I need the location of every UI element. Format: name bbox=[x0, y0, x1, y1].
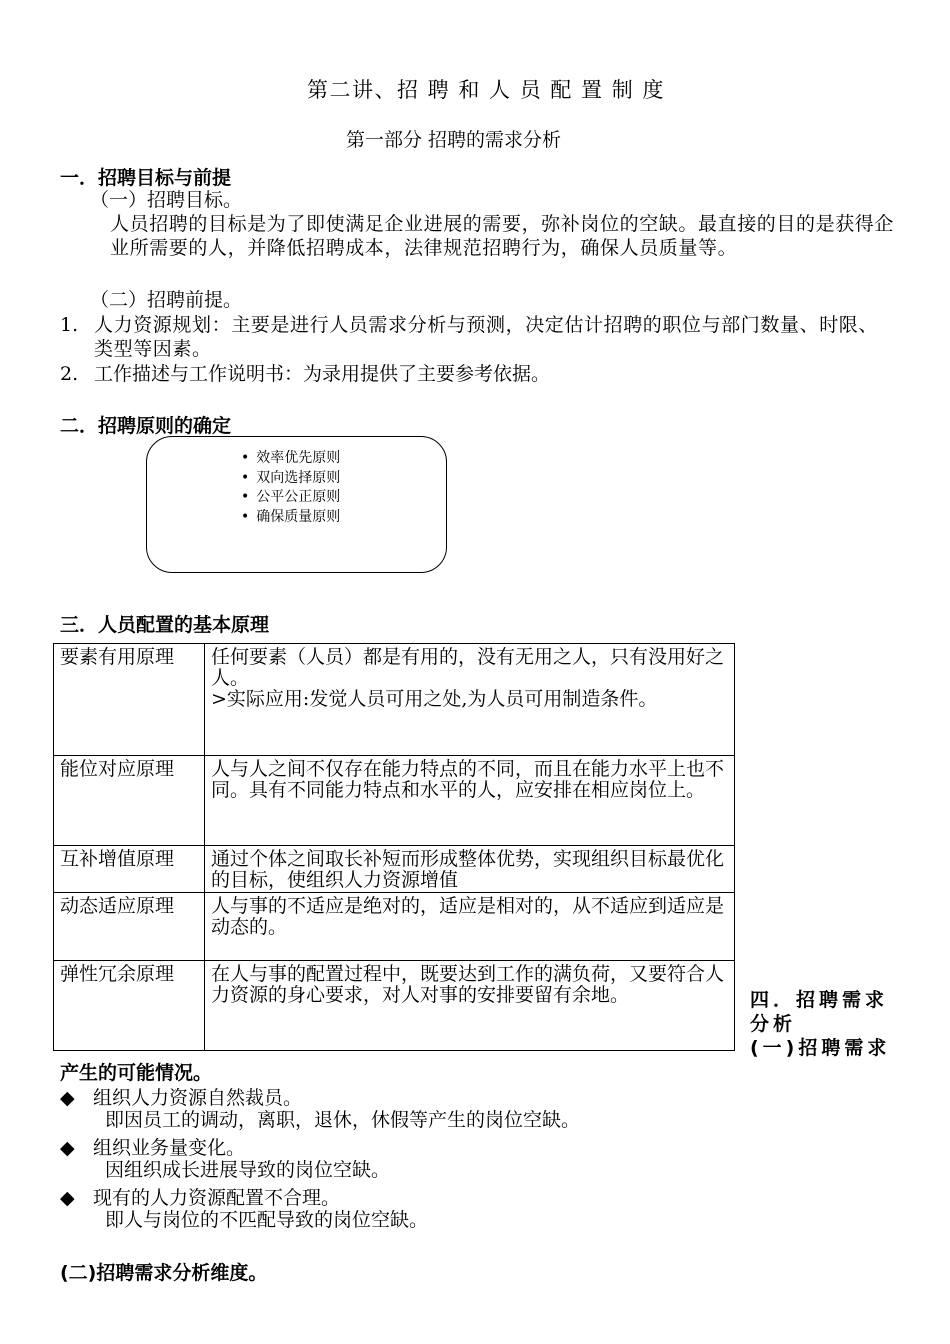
section1-sub2: （二）招聘前提。 bbox=[90, 289, 243, 311]
bullet-text: 组织业务量变化。 bbox=[93, 1137, 246, 1159]
bullet-detail: 即人与岗位的不匹配导致的岗位空缺。 bbox=[105, 1209, 429, 1231]
principle-item: • 双向选择原则 bbox=[241, 469, 340, 489]
section4-sub2: (二)招聘需求分析维度。 bbox=[60, 1262, 268, 1284]
principle-desc: 人与人之间不仅存在能力特点的不同，而且在能力水平上也不同。具有不同能力特点和水平的人，应安排在相应岗位上。 bbox=[205, 756, 735, 846]
bullet-detail: 即因员工的调动，离职，退休，休假等产生的岗位空缺。 bbox=[105, 1109, 581, 1131]
principles-box bbox=[146, 436, 447, 573]
principles-table bbox=[53, 643, 735, 1051]
section4-heading-line2: 分析 bbox=[750, 1013, 797, 1035]
bullet-item bbox=[60, 1183, 340, 1210]
bullet-detail: 因组织成长进展导致的岗位空缺。 bbox=[105, 1159, 391, 1181]
principle-name: 要素有用原理 bbox=[54, 644, 205, 756]
principle-name: 能位对应原理 bbox=[54, 756, 205, 846]
principle-name: 动态适应原理 bbox=[54, 893, 205, 961]
table-row bbox=[54, 756, 735, 846]
principle-name: 弹性冗余原理 bbox=[54, 961, 205, 1051]
section1-sub1: （一）招聘目标。 bbox=[90, 189, 243, 211]
section4-heading-line1: 四．招聘需求 bbox=[750, 989, 889, 1011]
principle-application-text: >实际应用:发觉人员可用之处,为人员可用制造条件。 bbox=[211, 688, 658, 710]
list-item-number: 1. bbox=[60, 314, 79, 336]
principle-name: 互补增值原理 bbox=[54, 846, 205, 893]
table-row bbox=[54, 893, 735, 961]
principle-desc: 在人与事的配置过程中，既要达到工作的满负荷，又要符合人力资源的身心要求，对人对事的安排要留有余地。 bbox=[205, 961, 735, 1051]
bullet-text: 现有的人力资源配置不合理。 bbox=[93, 1187, 341, 1209]
section2-heading: 二．招聘原则的确定 bbox=[60, 415, 232, 437]
principle-desc-text: 任何要素（人员）都是有用的，没有无用之人，只有没用好之人。 bbox=[211, 646, 725, 689]
principle-item: • 效率优先原则 bbox=[241, 449, 340, 469]
list-item-number: 2. bbox=[60, 363, 79, 385]
principle-desc bbox=[205, 644, 735, 756]
section4-sub1-line1: (一)招聘需求 bbox=[750, 1037, 891, 1059]
list-item-text: 工作描述与工作说明书：为录用提供了主要参考依据。 bbox=[94, 363, 551, 385]
diamond-bullet-icon: ◆ bbox=[60, 1187, 75, 1209]
section3-heading: 三．人员配置的基本原理 bbox=[60, 614, 270, 636]
section4-sub1-line2: 产生的可能情况。 bbox=[60, 1062, 213, 1084]
bullet-item bbox=[60, 1083, 302, 1110]
principle-desc: 通过个体之间取长补短而形成整体优势，实现组织目标最优化的目标，使组织人力资源增值 bbox=[205, 846, 735, 893]
bullet-text: 组织人力资源自然裁员。 bbox=[93, 1087, 303, 1109]
diamond-bullet-icon: ◆ bbox=[60, 1087, 75, 1109]
section1-heading: 一．招聘目标与前提 bbox=[60, 167, 232, 189]
diamond-bullet-icon: ◆ bbox=[60, 1137, 75, 1159]
principles-list bbox=[241, 449, 340, 527]
table-row bbox=[54, 846, 735, 893]
document-title: 第二讲、招 聘 和 人 员 配 置 制 度 bbox=[307, 78, 665, 102]
table-row bbox=[54, 644, 735, 756]
principle-desc: 人与事的不适应是绝对的，适应是相对的，从不适应到适应是动态的。 bbox=[205, 893, 735, 961]
bullet-item bbox=[60, 1133, 245, 1160]
principle-item: • 公平公正原则 bbox=[241, 488, 340, 508]
list-item-text: 人力资源规划：主要是进行人员需求分析与预测，决定估计招聘的职位与部门数量、时限、类型等因素。 bbox=[94, 314, 879, 360]
document-subtitle: 第一部分 招聘的需求分析 bbox=[346, 129, 562, 151]
principle-item: • 确保质量原则 bbox=[241, 508, 340, 528]
table-row bbox=[54, 961, 735, 1051]
recruitment-goal-text: 人员招聘的目标是为了即使满足企业进展的需要，弥补岗位的空缺。最直接的目的是获得企业所需要的人，并降低招聘成本，法律规范招聘行为，确保人员质量等。 bbox=[110, 213, 895, 259]
